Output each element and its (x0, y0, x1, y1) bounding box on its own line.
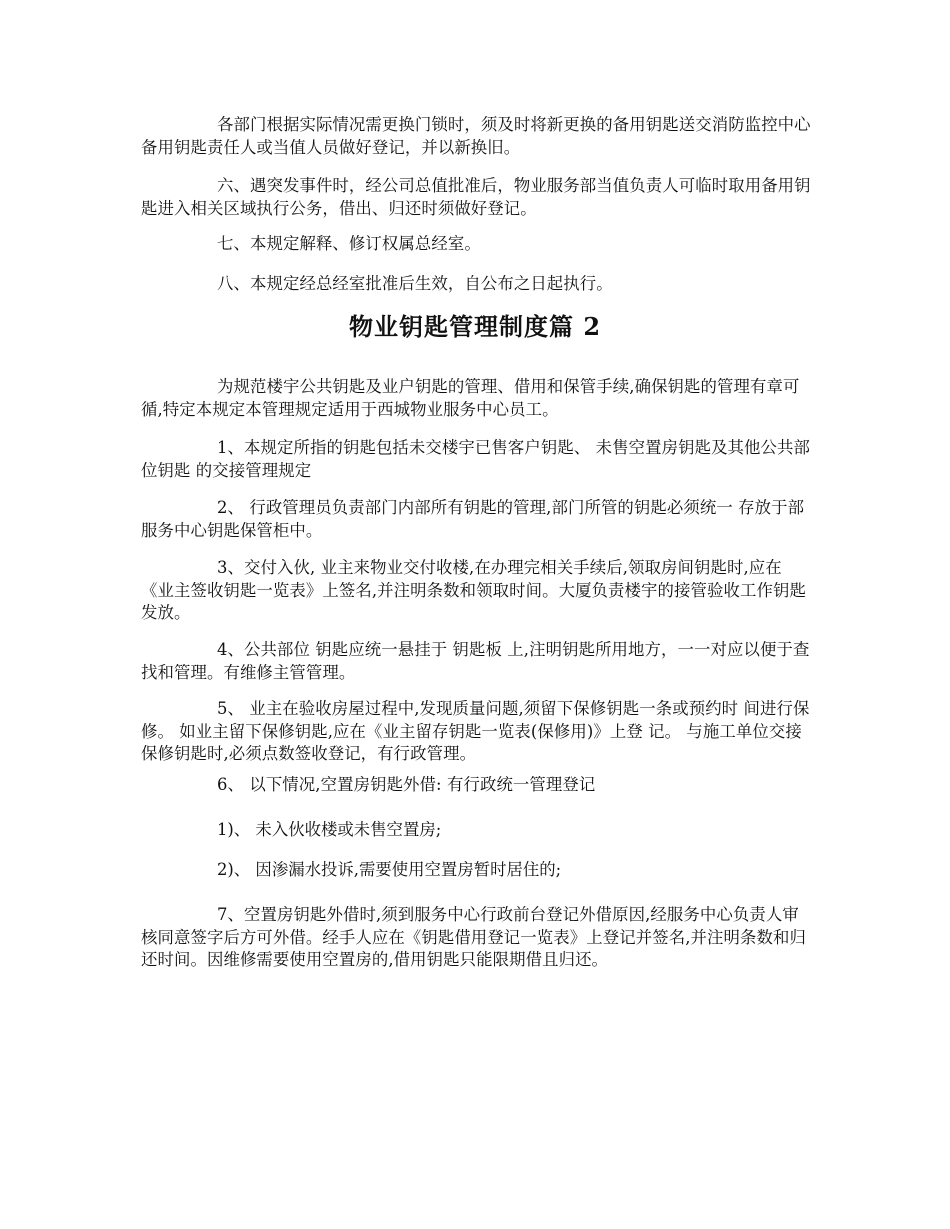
section-title: 物业钥匙管理制度篇 2 (348, 312, 602, 341)
paragraph-item-1: 1、本规定所指的钥匙包括未交楼宇已售客户钥匙、 未售空置房钥匙及其他公共部位钥匙 的交接管理规定 (141, 438, 811, 480)
paragraph-interpretation: 七、本规定解释、修订权属总经室。 (217, 234, 481, 253)
paragraph-replace-lock: 各部门根据实际情况需更换门锁时，须及时将新更换的备用钥匙送交消防监控中心备用钥匙责任人或当值人员做好登记，并以新换旧。 (141, 115, 811, 157)
paragraph-item-3: 3、交付入伙, 业主来物业交付收楼,在办理完相关手续后,领取房间钥匙时,应在《业主签收钥匙一览表》上签名,并注明条数和领取时间。大厦负责楼宇的接管验收工作钥匙发放。 (141, 558, 806, 622)
paragraph-purpose: 为规范楼宇公共钥匙及业户钥匙的管理、借用和保管手续,确保钥匙的管理有章可循,特定本规定本管理规定适用于西城物业服务中心员工。 (141, 377, 800, 419)
paragraph-item-4: 4、公共部位 钥匙应统一悬挂于 钥匙板 上,注明钥匙所用地方，一一对应以便于查找和管理。有维修主管管理。 (141, 640, 810, 682)
paragraph-item-6: 6、 以下情况,空置房钥匙外借: 有行政统一管理登记 (217, 775, 596, 794)
paragraph-emergency: 六、遇突发事件时，经公司总值批准后，物业服务部当值负责人可临时取用备用钥匙进入相关区域执行公务，借出、归还时须做好登记。 (141, 176, 811, 218)
paragraph-item-5: 5、 业主在验收房屋过程中,发现质量问题,须留下保修钥匙一条或预约时 间进行保修。 如业主留下保修钥匙,应在《业主留存钥匙一览表(保修用)》上登 记。 与施工单位交接保修钥匙时,必须点数签收登记，有行政管理。 (141, 699, 810, 763)
paragraph-effective: 八、本规定经总经室批准后生效，自公布之日起执行。 (217, 274, 613, 293)
paragraph-item-2: 2、 行政管理员负责部门内部所有钥匙的管理,部门所管的钥匙必须统一 存放于部服务中心钥匙保管柜中。 (141, 498, 805, 540)
sub-item-2: 2)、 因渗漏水投诉,需要使用空置房暂时居住的; (217, 860, 562, 879)
paragraph-item-7: 7、空置房钥匙外借时,须到服务中心行政前台登记外借原因,经服务中心负责人审核同意签字后方可外借。经手人应在《钥匙借用登记一览表》上登记并签名,并注明条数和归还时间。因维修需要使用空置房的,借用钥匙只能限期借且归还。 (141, 905, 806, 969)
sub-item-1: 1)、 未入伙收楼或未售空置房; (217, 820, 442, 839)
